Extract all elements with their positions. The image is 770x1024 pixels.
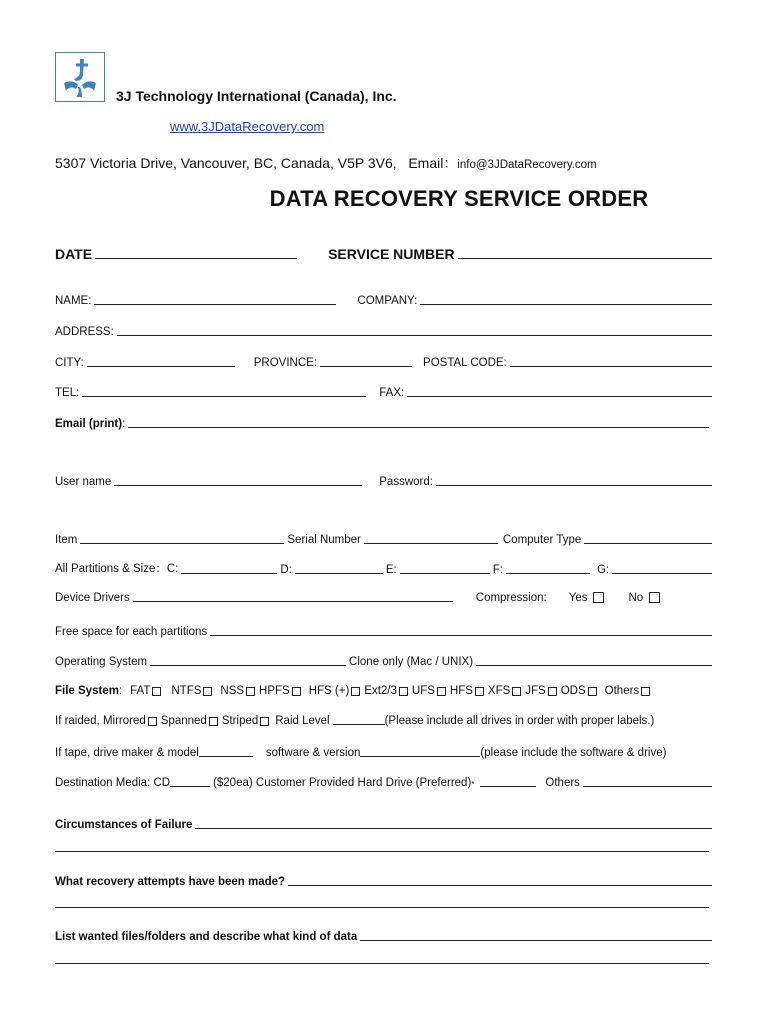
address-label: ADDRESS: bbox=[55, 326, 114, 338]
company-address bbox=[55, 153, 597, 173]
name-field[interactable] bbox=[94, 292, 336, 305]
raid-striped-label: Striped bbox=[221, 715, 259, 727]
raid-row bbox=[55, 707, 715, 727]
name-company-row bbox=[55, 287, 715, 307]
partitions-row bbox=[55, 556, 715, 576]
compression-yes-label: Yes bbox=[568, 592, 588, 604]
user-name-label: User name bbox=[55, 476, 112, 488]
circumstances-row bbox=[55, 811, 715, 831]
fs-xfs-label: XFS bbox=[487, 685, 511, 697]
fs-fat-checkbox[interactable] bbox=[152, 687, 161, 696]
device-drivers-row bbox=[55, 584, 715, 604]
postal-code-label: POSTAL CODE: bbox=[423, 357, 507, 369]
circumstances-field[interactable] bbox=[195, 816, 712, 829]
province-label: PROVINCE: bbox=[253, 357, 318, 369]
drive-e-label: E: bbox=[385, 564, 397, 576]
user-password-row bbox=[55, 468, 715, 488]
company-name: 3J Technology International (Canada), Inc. bbox=[116, 88, 397, 104]
free-space-label: Free space for each partitions bbox=[55, 626, 208, 638]
list-files-line-2[interactable] bbox=[55, 963, 709, 964]
item-row bbox=[55, 526, 715, 546]
compression-label: Compression: bbox=[475, 592, 547, 604]
raid-mirrored-checkbox[interactable] bbox=[148, 717, 157, 726]
website-link[interactable]: www.3JDataRecovery.com bbox=[170, 119, 325, 134]
tape-note: (please include the software & drive) bbox=[480, 747, 667, 759]
company-field[interactable] bbox=[420, 292, 712, 305]
recovery-attempts-field[interactable] bbox=[288, 873, 712, 886]
destination-label: Destination Media: CD bbox=[55, 777, 171, 789]
drive-g-label: G: bbox=[596, 564, 610, 576]
address-row bbox=[55, 318, 715, 338]
computer-type-label: Computer Type bbox=[502, 534, 582, 546]
tape-model-field[interactable] bbox=[199, 744, 253, 757]
fs-jfs-label: JFS bbox=[525, 685, 546, 697]
address-text: 5307 Victoria Drive, Vancouver, BC, Canada, V5P 3V6, bbox=[55, 155, 397, 171]
city-field[interactable] bbox=[87, 354, 235, 367]
raid-note: (Please include all drives in order with proper labels.) bbox=[384, 715, 655, 727]
city-row bbox=[55, 349, 715, 369]
operating-system-field[interactable] bbox=[150, 653, 346, 666]
drive-g-field[interactable] bbox=[612, 561, 712, 574]
raid-spanned-checkbox[interactable] bbox=[209, 717, 218, 726]
fs-ntfs-label: NTFS bbox=[171, 685, 202, 697]
fs-nss-checkbox[interactable] bbox=[246, 687, 255, 696]
company-label: COMPANY: bbox=[357, 295, 418, 307]
software-version-label: software & version bbox=[265, 747, 361, 759]
raid-level-field[interactable] bbox=[333, 712, 385, 725]
computer-type-field[interactable] bbox=[584, 531, 712, 544]
file-system-label: File System bbox=[55, 685, 119, 697]
drive-f-field[interactable] bbox=[506, 561, 590, 574]
circumstances-line-2[interactable] bbox=[55, 851, 709, 852]
email-print-label: Email (print) bbox=[55, 418, 123, 430]
raid-striped-checkbox[interactable] bbox=[260, 717, 269, 726]
fs-others-label: Others bbox=[604, 685, 640, 697]
partitions-label: All Partitions & Size：C: bbox=[55, 563, 179, 575]
device-drivers-field[interactable] bbox=[133, 589, 453, 602]
os-row bbox=[55, 648, 715, 668]
software-version-field[interactable] bbox=[360, 744, 480, 757]
compression-yes-checkbox[interactable] bbox=[593, 592, 604, 603]
name-label: NAME: bbox=[55, 295, 92, 307]
recovery-attempts-row bbox=[55, 868, 715, 888]
operating-system-label: Operating System bbox=[55, 656, 148, 668]
company-logo bbox=[55, 52, 105, 102]
serial-number-label: Serial Number bbox=[287, 534, 361, 546]
others-field[interactable] bbox=[583, 774, 712, 787]
file-system-row bbox=[55, 677, 715, 697]
email-label: Email： bbox=[408, 155, 458, 171]
fs-ufs-label: UFS bbox=[411, 685, 435, 697]
fs-xfs-checkbox[interactable] bbox=[512, 687, 521, 696]
circumstances-label: Circumstances of Failure bbox=[55, 819, 193, 831]
password-field[interactable] bbox=[436, 473, 712, 486]
tape-row bbox=[55, 739, 715, 759]
drive-f-label: F: bbox=[492, 564, 503, 576]
drive-d-field[interactable] bbox=[295, 561, 383, 574]
province-field[interactable] bbox=[320, 354, 412, 367]
list-files-row bbox=[55, 923, 715, 943]
recovery-attempts-label: What recovery attempts have been made? bbox=[55, 876, 286, 888]
email-print-row bbox=[55, 410, 715, 430]
clone-only-field[interactable] bbox=[476, 653, 712, 666]
list-files-label: List wanted files/folders and describe what kind of data bbox=[55, 931, 358, 943]
drive-d-label: D: bbox=[280, 564, 292, 576]
fs-others-checkbox[interactable] bbox=[641, 687, 650, 696]
fax-label: FAX: bbox=[379, 387, 405, 399]
free-space-field[interactable] bbox=[210, 623, 712, 636]
fs-hfs-checkbox[interactable] bbox=[475, 687, 484, 696]
file-system-colon: : bbox=[118, 685, 123, 697]
email-print-field[interactable] bbox=[128, 415, 709, 428]
password-label: Password: bbox=[379, 476, 433, 488]
tel-fax-row bbox=[55, 379, 715, 399]
cd-quantity-field[interactable] bbox=[170, 774, 210, 787]
service-number-field[interactable] bbox=[458, 244, 712, 259]
date-field[interactable] bbox=[95, 244, 297, 259]
user-name-field[interactable] bbox=[114, 473, 362, 486]
tel-label: TEL: bbox=[55, 387, 80, 399]
tape-label: If tape, drive maker & model bbox=[55, 747, 199, 759]
service-number-label: SERVICE NUMBER bbox=[328, 246, 455, 262]
fs-ods-label: ODS bbox=[560, 685, 586, 697]
fs-ext-checkbox[interactable] bbox=[399, 687, 408, 696]
fs-fat-label: FAT bbox=[130, 685, 151, 697]
item-field[interactable] bbox=[80, 531, 284, 544]
serial-number-field[interactable] bbox=[364, 531, 498, 544]
hard-drive-field[interactable] bbox=[480, 774, 536, 787]
fs-hfs-plus-checkbox[interactable] bbox=[351, 687, 360, 696]
star-note: * bbox=[471, 780, 475, 789]
fs-nss-label: NSS bbox=[220, 685, 245, 697]
email-link[interactable]: info@3JDataRecovery.com bbox=[457, 159, 597, 171]
others-label: Others bbox=[545, 777, 580, 789]
tel-field[interactable] bbox=[82, 384, 366, 397]
form-title: DATA RECOVERY SERVICE ORDER bbox=[269, 186, 649, 211]
item-label: Item bbox=[55, 534, 78, 546]
fs-jfs-checkbox[interactable] bbox=[548, 687, 557, 696]
fax-field[interactable] bbox=[407, 384, 712, 397]
cd-price-label: ($20ea) Customer Provided Hard Drive (Preferred) bbox=[213, 777, 472, 789]
date-service-row bbox=[55, 242, 715, 262]
clone-only-label: Clone only (Mac / UNIX) bbox=[349, 656, 474, 668]
compression-no-checkbox[interactable] bbox=[649, 592, 660, 603]
fs-ext-label: Ext2/3 bbox=[364, 685, 397, 697]
fs-hpfs-label: HPFS bbox=[259, 685, 290, 697]
fs-hpfs-checkbox[interactable] bbox=[292, 687, 301, 696]
drive-c-field[interactable] bbox=[181, 561, 277, 574]
fs-hfs-label: HFS bbox=[449, 685, 473, 697]
compression-no-label: No bbox=[628, 592, 644, 604]
address-field[interactable] bbox=[117, 323, 712, 336]
fs-ods-checkbox[interactable] bbox=[588, 687, 597, 696]
city-label: CITY: bbox=[55, 357, 84, 369]
raid-spanned-label: Spanned bbox=[160, 715, 207, 727]
free-space-row bbox=[55, 618, 715, 638]
list-files-field[interactable] bbox=[360, 928, 712, 941]
raid-mirrored-label: If raided, Mirrored bbox=[55, 715, 146, 727]
raid-level-label: Raid Level bbox=[275, 715, 330, 727]
postal-code-field[interactable] bbox=[510, 354, 712, 367]
fs-ufs-checkbox[interactable] bbox=[437, 687, 446, 696]
device-drivers-label: Device Drivers bbox=[55, 592, 130, 604]
drive-e-field[interactable] bbox=[400, 561, 490, 574]
fs-hfs-plus-label: HFS (+) bbox=[308, 685, 350, 697]
fs-ntfs-checkbox[interactable] bbox=[203, 687, 212, 696]
email-print-colon: : bbox=[122, 418, 126, 430]
date-label: DATE bbox=[55, 246, 93, 262]
destination-row bbox=[55, 769, 715, 789]
recovery-attempts-line-2[interactable] bbox=[55, 907, 709, 908]
